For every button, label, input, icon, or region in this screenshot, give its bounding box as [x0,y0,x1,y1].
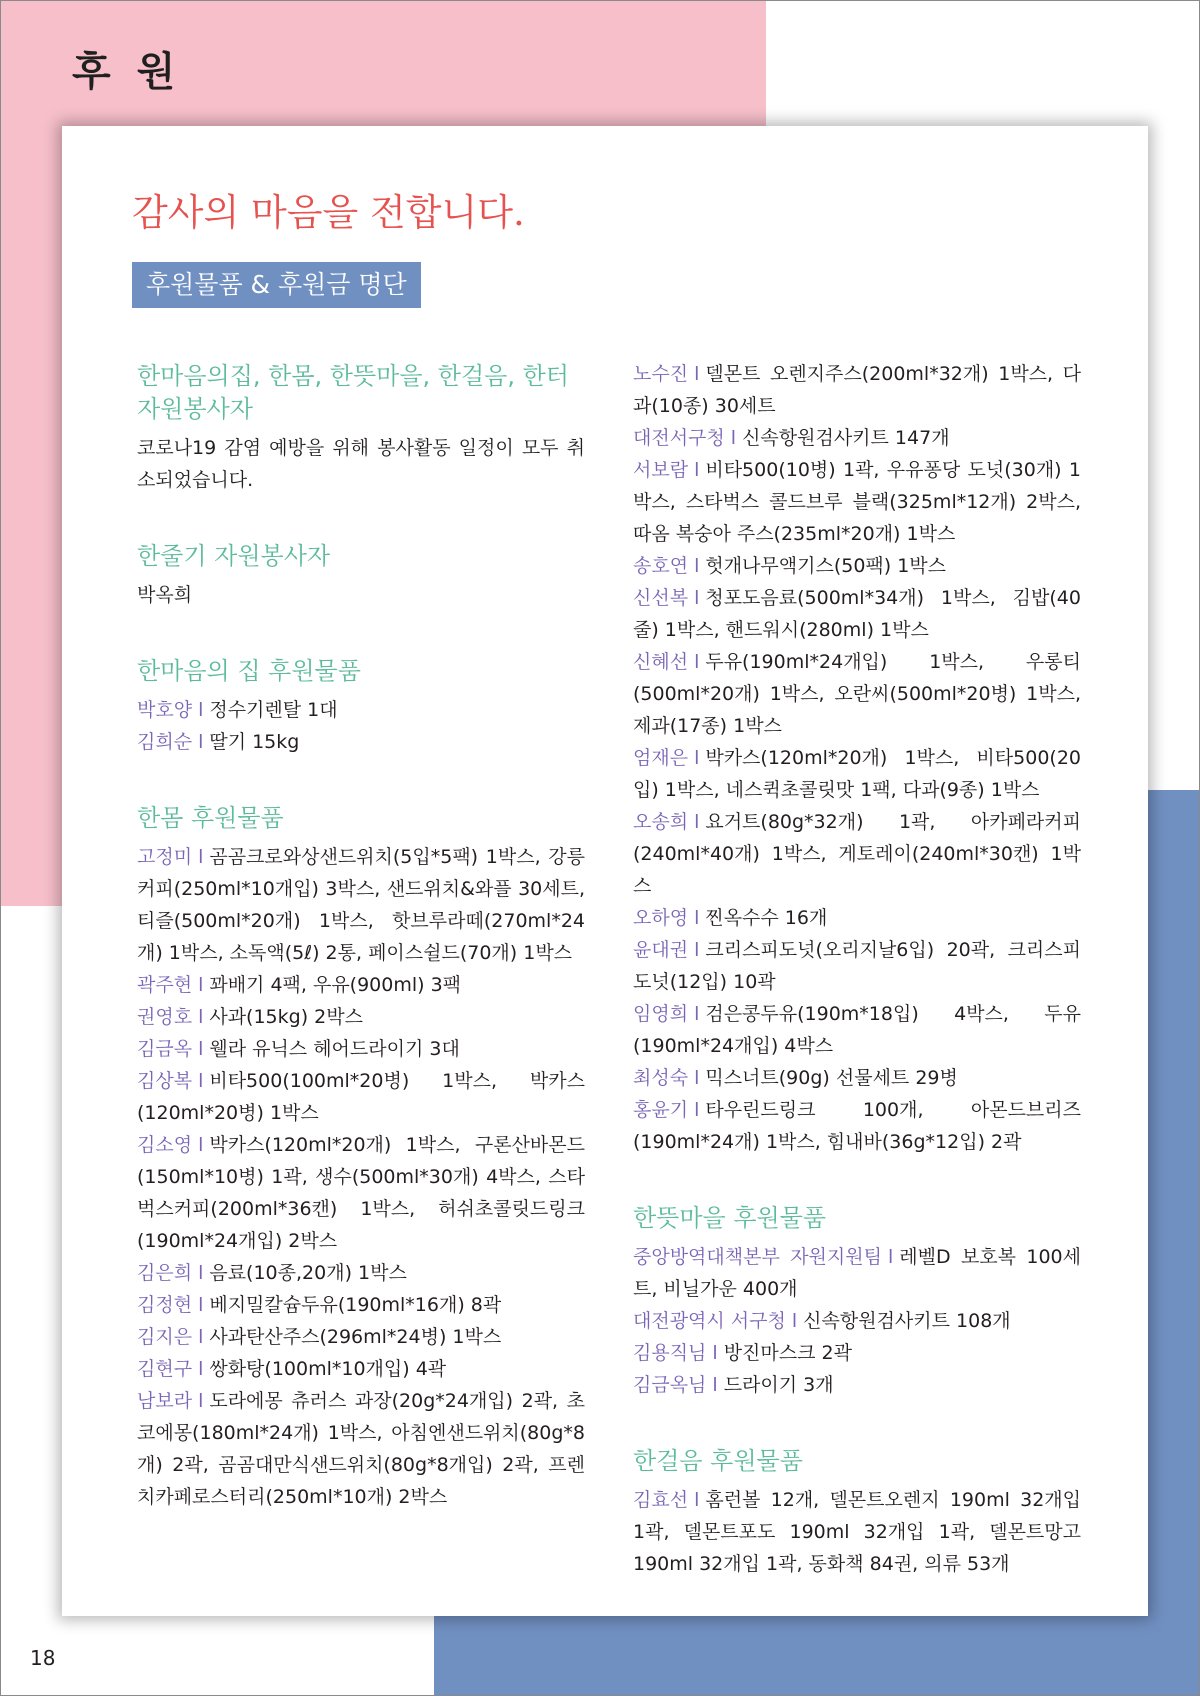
separator-bar: l [198,1294,204,1316]
donor-entry [137,1385,585,1513]
donated-items: 헛개나무액기스(50팩) 1박스 [705,555,947,577]
separator-bar: l [694,1099,700,1121]
hanmom-continued-section [633,358,1081,1158]
donor-name: 김정현 [137,1294,193,1316]
donor-entry [633,358,1081,422]
donated-items: 쌍화탕(100ml*10개입) 4곽 [209,1358,447,1380]
donor-list [137,694,585,758]
donated-items: 두유(190ml*24개입) 1박스, 우롱티(500ml*20개) 1박스, 오란씨(500ml*20병) 1박스, 제과(17종) 1박스 [633,651,1081,737]
donor-name: 고정미 [137,846,193,868]
separator-bar: l [791,1310,798,1332]
donated-items: 신속항원검사키트 108개 [803,1310,1011,1332]
separator-bar: l [712,1374,718,1396]
donor-name: 김지은 [137,1326,193,1348]
donated-items: 방진마스크 2곽 [723,1342,852,1364]
separator-bar: l [198,1358,204,1380]
donor-entry [633,422,1081,454]
donor-entry [633,902,1081,934]
right-column [633,360,1081,1624]
separator-bar: l [198,731,204,753]
donor-name: 윤대권 [633,939,689,961]
donated-items: 청포도음료(500ml*34개) 1박스, 김밥(40줄) 1박스, 핸드워시(280ml) 1박스 [633,587,1081,641]
category-title: 한걸음 후원물품 [633,1447,803,1475]
separator-bar: l [198,699,204,721]
separator-bar: l [694,811,700,833]
donor-name: 박호양 [137,699,193,721]
notice-text: 코로나19 감염 예방을 위해 봉사활동 일정이 모두 취소되었습니다. [137,437,585,491]
donor-name: 김용직님 [633,1342,707,1364]
donated-items: 비타500(10병) 1곽, 우유퐁당 도넛(30개) 1박스, 스타벅스 콜드브루 블랙(325ml*12개) 2박스, 따옴 복숭아 주스(235ml*20개) 1박스 [633,459,1081,545]
donor-entry [633,934,1081,998]
separator-bar: l [694,907,700,929]
donated-items: 베지밀칼슘두유(190ml*16개) 8곽 [209,1294,502,1316]
donated-items: 사과(15kg) 2박스 [209,1006,363,1028]
donor-name: 오송희 [633,811,689,833]
donor-name: 김금옥님 [633,1374,707,1396]
donor-name: 김금옥 [137,1038,193,1060]
donated-items: 음료(10종,20개) 1박스 [209,1262,407,1284]
donor-list-banner: 후원물품 & 후원금 명단 [132,262,421,308]
donor-name: 남보라 [137,1390,193,1412]
donor-entry [633,1484,1081,1580]
donated-items: 곰곰크로와상샌드위치(5입*5팩) 1박스, 강릉커피(250ml*10개입) 3박스, 샌드위치&와플 30세트, 티즐(500ml*20개) 1박스, 핫브루라떼(270ml*24개) 1박스, 소독액(5ℓ) 2통, 페이스쉴드(70개) 1박스 [137,846,585,964]
donor-entry [633,1094,1081,1158]
donated-items: 검은콩두유(190m*18입) 4박스, 두유(190ml*24개입) 4박스 [633,1003,1081,1057]
separator-bar: l [712,1342,718,1364]
donor-name: 홍윤기 [633,1099,689,1121]
donor-list [137,841,585,1513]
separator-bar: l [694,747,700,769]
donor-entry [137,1001,585,1033]
donor-entry [633,1241,1081,1305]
donor-name: 엄재은 [633,747,689,769]
donor-name: 김현구 [137,1358,193,1380]
donated-items: 웰라 유닉스 헤어드라이기 3대 [209,1038,460,1060]
donor-name: 대전광역시 서구청 [633,1310,786,1332]
donor-name: 김은희 [137,1262,193,1284]
separator-bar: l [198,1390,204,1412]
separator-bar: l [198,974,204,996]
separator-bar: l [694,459,700,481]
separator-bar: l [198,1326,204,1348]
donor-entry [633,1369,1081,1401]
hanmaeum-section [137,655,585,758]
donor-entry [633,550,1081,582]
donated-items: 찐옥수수 16개 [705,907,828,929]
separator-bar: l [198,1070,204,1092]
donor-entry [633,1305,1081,1337]
donated-items: 요거트(80g*32개) 1곽, 아카페라커피(240ml*40개) 1박스, 게토레이(240ml*30캔) 1박스 [633,811,1081,897]
donor-entry [633,1062,1081,1094]
donated-items: 크리스피도넛(오리지날6입) 20곽, 크리스피도넛(12입) 10곽 [633,939,1081,993]
donor-name: 곽주현 [137,974,193,996]
donor-name: 오하영 [633,907,689,929]
separator-bar: l [887,1246,894,1268]
donor-entry [137,726,585,758]
donor-list [633,1484,1081,1580]
donor-name: 김상복 [137,1070,193,1092]
volunteers-section [137,360,585,496]
donor-entry [633,998,1081,1062]
separator-bar: l [694,939,700,961]
separator-bar: l [694,1003,700,1025]
category-title: 한마음의집, 한몸, 한뜻마을, 한걸음, 한터 자원봉사자 [137,362,569,423]
donor-entry [137,1321,585,1353]
donor-entry [137,1065,585,1129]
separator-bar: l [694,363,700,385]
donor-entry [137,1353,585,1385]
left-column [137,360,585,1557]
donor-name: 대전서구청 [633,427,725,449]
donor-entry [137,1033,585,1065]
separator-bar: l [198,1006,204,1028]
donor-name: 중앙방역대책본부 자원지원팀 [633,1246,882,1268]
separator-bar: l [198,846,204,868]
donated-items: 박카스(120ml*20개) 1박스, 구론산바몬드(150ml*10병) 1곽, 생수(500ml*30개) 4박스, 스타벅스커피(200ml*36캔) 1박스, 허쉬초콜릿드링크(190ml*24개입) 2박스 [137,1134,585,1252]
donated-items: 타우린드링크 100개, 아몬드브리즈(190ml*24개) 1박스, 힘내바(36g*12입) 2곽 [633,1099,1081,1153]
donated-items: 꽈배기 4팩, 우유(900ml) 3팩 [209,974,462,996]
donated-items: 도라에몽 츄러스 과장(20g*24개입) 2곽, 초코에몽(180ml*24개) 1박스, 아침엔샌드위치(80g*8개) 2곽, 곰곰대만식샌드위치(80g*8개입) 2곽, 프렌치카페로스터리(250ml*10개) 2박스 [137,1390,585,1508]
donor-list [633,1241,1081,1401]
donor-name: 노수진 [633,363,689,385]
page-headline: 감사의 마음을 전합니다. [132,191,525,234]
donated-items: 믹스너트(90g) 선물세트 29병 [705,1067,958,1089]
category-title: 한뜻마을 후원물품 [633,1204,827,1232]
volunteer-name: 박옥희 [137,584,193,606]
donated-items: 드라이기 3개 [723,1374,834,1396]
donor-entry [137,841,585,969]
separator-bar: l [694,1067,700,1089]
donor-entry [633,582,1081,646]
category-title: 한몸 후원물품 [137,804,284,832]
donor-name: 신선복 [633,587,689,609]
donor-entry [137,694,585,726]
hanmom-section [137,802,585,1513]
donated-items: 박카스(120ml*20개) 1박스, 비타500(20입) 1박스, 네스퀵초콜릿맛 1팩, 다과(9종) 1박스 [633,747,1081,801]
donated-items: 레벨D 보호복 100세트, 비닐가운 400개 [633,1246,1081,1300]
section-label: 후 원 [72,49,182,95]
page-number: 18 [30,1646,56,1670]
donor-entry [633,806,1081,902]
separator-bar: l [198,1262,204,1284]
donor-entry [137,969,585,1001]
hanjulgi-section [137,540,585,611]
donor-name: 신혜선 [633,651,689,673]
donor-name: 임영희 [633,1003,689,1025]
donor-entry [633,454,1081,550]
donor-entry [633,742,1081,806]
donor-list [633,358,1081,1158]
donor-name: 김소영 [137,1134,193,1156]
donor-entry [633,1337,1081,1369]
donor-entry [137,1257,585,1289]
donated-items: 델몬트 오렌지주스(200ml*32개) 1박스, 다과(10종) 30세트 [633,363,1081,417]
separator-bar: l [198,1038,204,1060]
category-title: 한마음의 집 후원물품 [137,657,361,685]
handdeut-section [633,1202,1081,1401]
donor-name: 송호연 [633,555,689,577]
category-title: 한줄기 자원봉사자 [137,542,331,570]
separator-bar: l [730,427,737,449]
donated-items: 비타500(100ml*20병) 1박스, 박카스(120ml*20병) 1박스 [137,1070,585,1124]
separator-bar: l [694,555,700,577]
donated-items: 신속항원검사키트 147개 [742,427,950,449]
donated-items: 정수기렌탈 1대 [209,699,338,721]
donor-entry [137,1289,585,1321]
donated-items: 홈런볼 12개, 델몬트오렌지 190ml 32개입 1곽, 델몬트포도 190ml 32개입 1곽, 델몬트망고 190ml 32개입 1곽, 동화책 84권, 의류 53개 [633,1489,1081,1575]
separator-bar: l [694,651,700,673]
donor-entry [137,1129,585,1257]
donor-name: 최성숙 [633,1067,689,1089]
separator-bar: l [694,1489,700,1511]
donor-name: 서보람 [633,459,689,481]
donor-name: 권영호 [137,1006,193,1028]
donor-entry [633,646,1081,742]
donated-items: 딸기 15kg [209,731,300,753]
donor-name: 김희순 [137,731,193,753]
donated-items: 사과탄산주스(296ml*24병) 1박스 [209,1326,502,1348]
separator-bar: l [198,1134,204,1156]
separator-bar: l [694,587,700,609]
donor-name: 김효선 [633,1489,689,1511]
hangeoleum-section [633,1445,1081,1580]
